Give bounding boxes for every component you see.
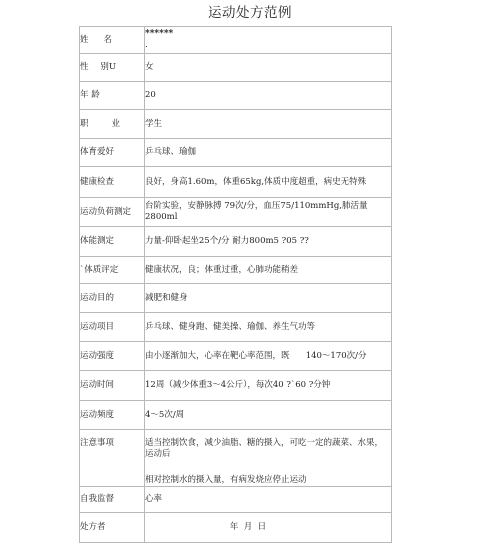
- label-gender: [80, 54, 145, 82]
- label-name-char2: 名: [103, 34, 112, 45]
- table-row-intensity: [80, 342, 392, 371]
- value-gender: 女: [145, 54, 392, 82]
- table-row-frequency: [80, 401, 392, 430]
- label-gender-char2: 别U: [100, 62, 116, 73]
- label-constitution: `体质评定: [80, 257, 145, 284]
- table-row-constitution: [80, 257, 392, 284]
- value-notes: [145, 430, 392, 487]
- value-constitution: 健康状况，良；体重过重，心肺功能稍差: [145, 257, 392, 284]
- value-hobby: 乒乓球、瑜伽: [145, 139, 392, 167]
- table-row-notes: [80, 430, 392, 487]
- label-name-char1: 姓: [80, 34, 89, 45]
- notes-line-1: 适当控制饮食，减少油脂、糖的摄入，可吃一定的蔬菜、水果，运动后: [145, 438, 384, 459]
- name-masked-value: ******: [145, 29, 174, 39]
- table-row-purpose: [80, 284, 392, 313]
- value-self-monitor: 心率: [145, 486, 392, 512]
- label-health-check: 健康检查: [80, 167, 145, 198]
- table-row-prescriber: [80, 512, 392, 542]
- label-gender-char1: 性: [80, 62, 89, 73]
- label-purpose: 运动目的: [80, 284, 145, 313]
- label-duration: 运动时间: [80, 371, 145, 401]
- table-row-hobby: [80, 139, 392, 167]
- label-activities: 运动项目: [80, 313, 145, 342]
- label-prescriber: 处方者: [80, 512, 145, 542]
- value-frequency: 4～5次/周: [145, 401, 392, 430]
- value-activities: 乒乓球、健身跑、健美操、瑜伽、养生气功等: [145, 313, 392, 342]
- label-self-monitor: 自我监督: [80, 486, 145, 512]
- label-frequency: 运动频度: [80, 401, 145, 430]
- table-row-health-check: [80, 167, 392, 198]
- value-name: [145, 27, 392, 54]
- table-row-activities: [80, 313, 392, 342]
- value-intensity: 由小逐渐加大，心率在靶心率范围，既 140～170次/分: [145, 342, 392, 371]
- notes-line-2: 相对控制水的摄入量，有病发烧应停止运动: [145, 475, 307, 486]
- value-prescriber-date: [145, 512, 392, 542]
- value-age: 20: [145, 82, 392, 110]
- label-notes: 注意事项: [80, 430, 145, 487]
- table-row-occupation: [80, 110, 392, 139]
- prescriber-date: 年 月 日: [229, 522, 267, 533]
- page-title: 运动处方范例: [208, 5, 292, 21]
- value-duration: 12周（减少体重3～4公斤），每次40 ?`60 ?分钟: [145, 371, 392, 401]
- table-row-gender: [80, 54, 392, 82]
- value-occupation: 学生: [145, 110, 392, 139]
- table-row-duration: [80, 371, 392, 401]
- prescription-table: [79, 26, 392, 543]
- label-occupation: [80, 110, 145, 139]
- label-hobby: 体育爱好: [80, 139, 145, 167]
- value-purpose: 减肥和健身: [145, 284, 392, 313]
- label-load-test: 运动负荷测定: [80, 198, 145, 227]
- table-row-self-monitor: [80, 486, 392, 512]
- label-occupation-char2: 业: [111, 118, 120, 129]
- label-fitness-test: 体能测定: [80, 227, 145, 257]
- label-name: [80, 27, 145, 54]
- label-intensity: 运动强度: [80, 342, 145, 371]
- value-health-check: 良好，身高1.60m，体重65kg,体质中度超重，病史无特殊: [145, 167, 392, 198]
- table-row-age: [80, 82, 392, 110]
- table-row-name: [80, 27, 392, 54]
- value-load-test: 台阶实验，安静脉搏 79次/分，血压75/110mmHg,肺活量2800ml: [145, 198, 392, 227]
- table-row-load-test: [80, 198, 392, 227]
- value-fitness-test: 力量-仰卧起坐25个/分 耐力800m5 ?05 ??: [145, 227, 392, 257]
- label-age: 年 龄: [80, 82, 145, 110]
- label-occupation-char1: 职: [80, 118, 89, 129]
- name-sub-mark: .: [145, 40, 148, 51]
- table-row-fitness-test: [80, 227, 392, 257]
